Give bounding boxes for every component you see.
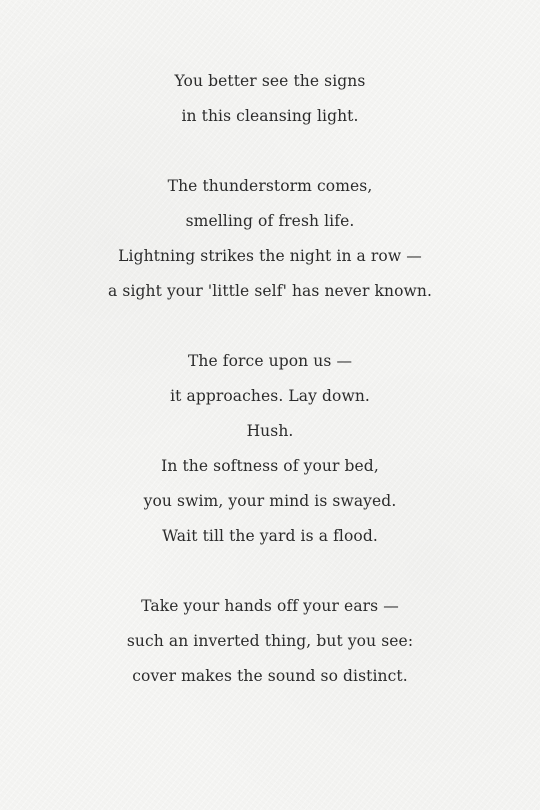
poem bbox=[0, 64, 540, 694]
poem-line: a sight your 'little self' has never known. bbox=[108, 282, 432, 300]
stanza-3 bbox=[0, 344, 540, 554]
poem-line: You better see the signs bbox=[174, 72, 366, 90]
poem-line: in this cleansing light. bbox=[181, 107, 359, 125]
poem-line: Wait till the yard is a flood. bbox=[162, 527, 378, 545]
poem-line: Lightning strikes the night in a row — bbox=[118, 247, 422, 265]
poem-line: you swim, your mind is swayed. bbox=[143, 492, 397, 510]
poem-line: In the softness of your bed, bbox=[161, 457, 379, 475]
poem-line: Hush. bbox=[246, 422, 294, 440]
stanza-1 bbox=[0, 64, 540, 134]
poem-line: cover makes the sound so distinct. bbox=[132, 667, 408, 685]
stanza-4 bbox=[0, 589, 540, 694]
poem-line: smelling of fresh life. bbox=[185, 212, 355, 230]
poem-line: The force upon us — bbox=[187, 352, 353, 370]
poem-line: such an inverted thing, but you see: bbox=[126, 632, 414, 650]
stanza-2 bbox=[0, 169, 540, 309]
poem-line: Take your hands off your ears — bbox=[141, 597, 399, 615]
poem-line: it approaches. Lay down. bbox=[170, 387, 370, 405]
poem-line: The thunderstorm comes, bbox=[167, 177, 373, 195]
